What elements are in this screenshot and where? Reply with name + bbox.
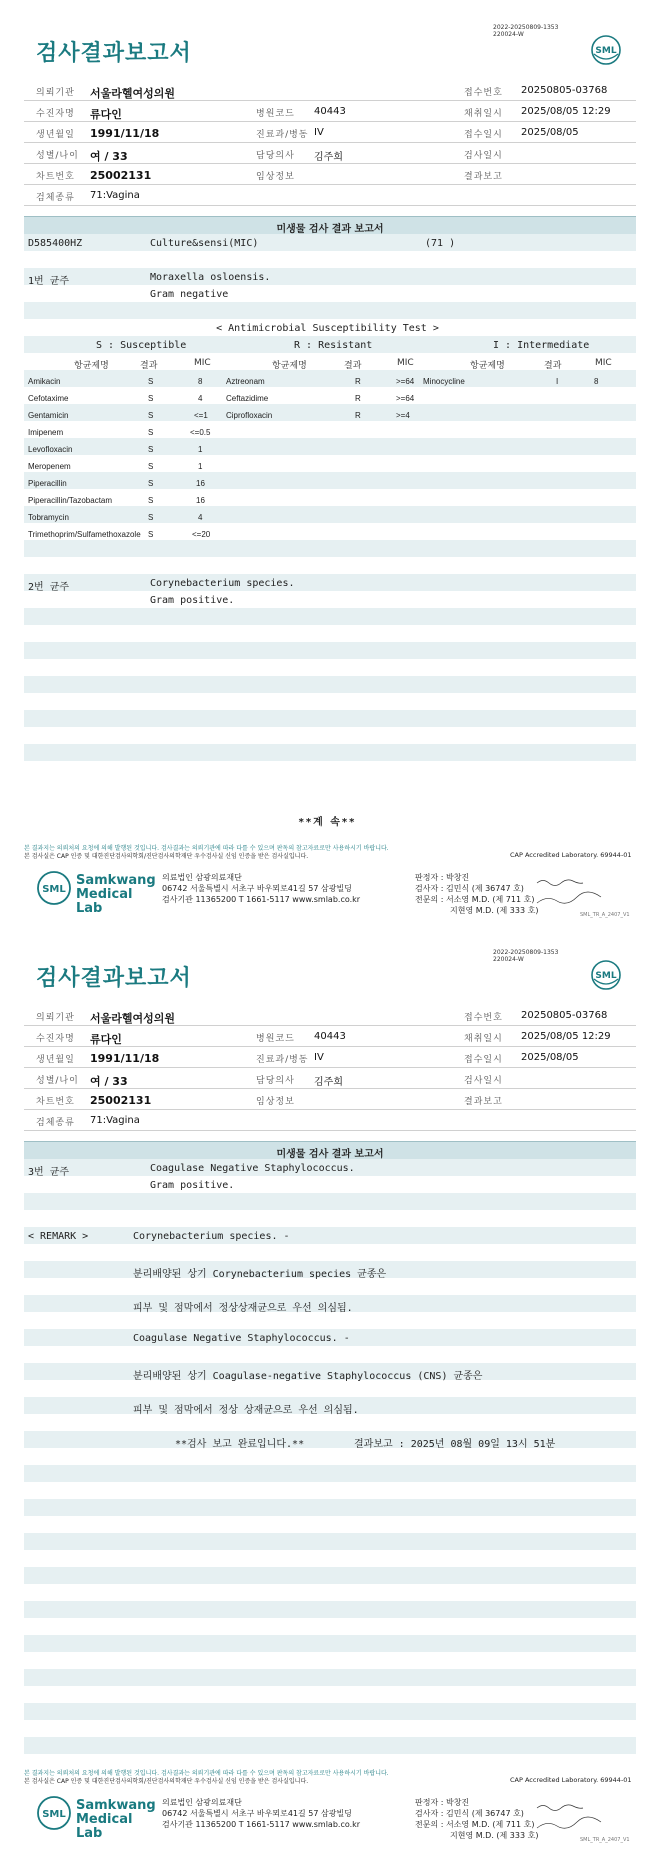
ast-drug: Levofloxacin bbox=[28, 445, 73, 454]
collect-label: 채취일시 bbox=[464, 109, 503, 119]
chart-label: 차트번호 bbox=[36, 1097, 75, 1107]
doc-no-line-1: 2022-20250809-1353 bbox=[493, 949, 559, 956]
ast-result: I bbox=[556, 377, 559, 386]
info-row bbox=[24, 1068, 636, 1089]
company-name-line-1: Samkwang bbox=[76, 1798, 156, 1813]
ast-drug: Imipenem bbox=[28, 428, 64, 437]
ast-result: S bbox=[148, 411, 154, 420]
address-line: 검사기관 11365200 T 1661-5117 www.smlab.co.kr bbox=[162, 1820, 361, 1829]
address-line: 06742 서울특별시 서초구 바우뫼로41길 57 삼광빌딩 bbox=[162, 1809, 352, 1818]
address-line: 의료법인 삼광의료재단 bbox=[162, 873, 242, 882]
col-result-header: 결과 bbox=[344, 361, 362, 371]
ast-drug: Cefotaxime bbox=[28, 394, 69, 403]
ast-mic: >=4 bbox=[396, 411, 410, 420]
ast-result: S bbox=[148, 428, 154, 437]
samkwang-logo bbox=[36, 870, 156, 916]
specimen-label: 검체종류 bbox=[36, 193, 75, 203]
document-number bbox=[493, 949, 558, 963]
ast-result: R bbox=[355, 377, 361, 386]
receipt-no-value: 20250805-03768 bbox=[521, 1010, 608, 1021]
organism-3-gram: Gram positive. bbox=[150, 1180, 235, 1191]
sml-logo-icon bbox=[590, 959, 622, 991]
ast-drug: Ceftazidime bbox=[226, 394, 269, 403]
col-result-header: 결과 bbox=[140, 361, 158, 371]
sml-logo-text: SML bbox=[595, 46, 617, 56]
ast-legend-r: R : Resistant bbox=[294, 340, 373, 351]
ast-drug: Ciprofloxacin bbox=[226, 411, 273, 420]
organism-2-gram: Gram positive. bbox=[150, 595, 235, 606]
ast-mic: 4 bbox=[198, 394, 203, 403]
doc-no-line-1: 2022-20250809-1353 bbox=[493, 24, 559, 31]
ast-drug: Piperacillin/Tazobactam bbox=[28, 496, 113, 505]
continued-mark: **계 속** bbox=[298, 817, 357, 828]
remark-line: Corynebacterium species. - bbox=[133, 1231, 290, 1242]
ast-title: < Antimicrobial Susceptibility Test > bbox=[216, 323, 439, 334]
page-title: 검사결과보고서 bbox=[36, 41, 192, 66]
report-complete: **검사 보고 완료입니다.** bbox=[175, 1439, 305, 1450]
collect-value: 2025/08/05 12:29 bbox=[521, 1031, 611, 1042]
ast-mic: 16 bbox=[196, 479, 205, 488]
sexage-value: 여 / 33 bbox=[90, 1075, 128, 1088]
info-row bbox=[24, 1005, 636, 1026]
test-name: Culture&sensi(MIC) bbox=[150, 238, 259, 249]
organism-1-label: 1번 균주 bbox=[28, 276, 70, 287]
organism-3-label: 3번 균주 bbox=[28, 1167, 70, 1178]
ast-mic: <=1 bbox=[194, 411, 208, 420]
receive-value: 2025/08/05 bbox=[521, 1052, 579, 1063]
cap-accreditation: CAP Accredited Laboratory. 69944-01 bbox=[510, 851, 632, 859]
receive-value: 2025/08/05 bbox=[521, 127, 579, 138]
ast-drug: Piperacillin bbox=[28, 479, 67, 488]
test-date-label: 검사일시 bbox=[464, 1076, 503, 1086]
hospital-code-label: 병원코드 bbox=[256, 109, 295, 119]
company-name-line-2: Medical Lab bbox=[76, 887, 133, 916]
institution-value: 서울라헬여성의원 bbox=[90, 1012, 176, 1025]
footer-note-cert: 본 검사실은 CAP 인증 및 대한진단검사의학회/진단검사의학재단 우수검사실 신임 인증을 받은 검사실입니다. bbox=[24, 1778, 309, 1785]
remark-line: Coagulase Negative Staphylococcus. - bbox=[133, 1333, 350, 1344]
signatory-line: 지현영 M.D. (제 333 호) bbox=[450, 1831, 539, 1840]
dept-value: IV bbox=[314, 1052, 324, 1063]
info-row bbox=[24, 1047, 636, 1068]
ast-mic: 1 bbox=[198, 462, 203, 471]
ast-result: R bbox=[355, 394, 361, 403]
signatories bbox=[415, 1797, 538, 1841]
clinical-label: 임상정보 bbox=[256, 1097, 295, 1107]
ast-drug: Trimethoprim/Sulfamethoxazole bbox=[28, 530, 141, 539]
footer-note: 본 결과지는 의뢰처의 요청에 의해 발행된 것입니다. 검사결과는 의뢰기관에 따라 다를 수 있으며 판독의 참고자료로만 사용하시기 바랍니다. bbox=[24, 845, 389, 852]
info-row bbox=[24, 101, 636, 122]
receive-label: 접수일시 bbox=[464, 1055, 503, 1065]
test-date-label: 검사일시 bbox=[464, 151, 503, 161]
name-label: 수진자명 bbox=[36, 109, 75, 119]
ast-drug: Tobramycin bbox=[28, 513, 69, 522]
address-line: 06742 서울특별시 서초구 바우뫼로41길 57 삼광빌딩 bbox=[162, 884, 352, 893]
chart-value: 25002131 bbox=[90, 169, 152, 182]
ast-drug: Minocycline bbox=[423, 377, 465, 386]
ast-result: S bbox=[148, 462, 154, 471]
remark-label: < REMARK > bbox=[28, 1231, 89, 1242]
col-mic-header: MIC bbox=[397, 358, 414, 368]
col-mic-header: MIC bbox=[595, 358, 612, 368]
cap-accreditation: CAP Accredited Laboratory. 69944-01 bbox=[510, 1776, 632, 1784]
receipt-no-value: 20250805-03768 bbox=[521, 85, 608, 96]
dept-label: 진료과/병동 bbox=[256, 1055, 309, 1065]
collect-label: 채취일시 bbox=[464, 1034, 503, 1044]
sexage-value: 여 / 33 bbox=[90, 150, 128, 163]
company-name-line-1: Samkwang bbox=[76, 873, 156, 888]
hospital-code-value: 40443 bbox=[314, 106, 346, 117]
specimen-value: 71:Vagina bbox=[90, 190, 140, 201]
birth-value: 1991/11/18 bbox=[90, 127, 160, 140]
section-title: 미생물 검사 결과 보고서 bbox=[24, 1141, 636, 1159]
info-row bbox=[24, 185, 636, 206]
sml-logo-icon bbox=[36, 870, 72, 906]
name-value: 류다인 bbox=[90, 1033, 122, 1046]
sml-logo-icon bbox=[590, 34, 622, 66]
institution-label: 의뢰기관 bbox=[36, 1013, 75, 1023]
company-address bbox=[162, 872, 360, 905]
info-row bbox=[24, 1026, 636, 1047]
signatories bbox=[415, 872, 538, 916]
doctor-value: 김주희 bbox=[314, 152, 343, 163]
signature-scribble bbox=[535, 877, 605, 911]
signature-scribble bbox=[535, 1802, 605, 1836]
form-code: SML_TR_A_2407_V1 bbox=[580, 1837, 630, 1843]
page-title: 검사결과보고서 bbox=[36, 966, 192, 991]
collect-value: 2025/08/05 12:29 bbox=[521, 106, 611, 117]
organism-3-name: Coagulase Negative Staphylococcus. bbox=[150, 1163, 355, 1174]
ast-drug: Meropenem bbox=[28, 462, 71, 471]
ast-mic: 4 bbox=[198, 513, 203, 522]
col-drug-header: 항균제명 bbox=[74, 361, 109, 371]
sexage-label: 성별/나이 bbox=[36, 151, 79, 161]
ast-result: S bbox=[148, 496, 154, 505]
info-row bbox=[24, 80, 636, 101]
info-row bbox=[24, 143, 636, 164]
signatory-line: 검사자 : 김민식 (제 36747 호) bbox=[415, 1809, 524, 1818]
company-name bbox=[76, 874, 156, 916]
hospital-code-value: 40443 bbox=[314, 1031, 346, 1042]
result-label: 결과보고 bbox=[464, 172, 503, 182]
samkwang-logo bbox=[36, 1795, 156, 1841]
address-line: 의료법인 삼광의료재단 bbox=[162, 1798, 242, 1807]
ast-result: S bbox=[148, 377, 154, 386]
clinical-label: 임상정보 bbox=[256, 172, 295, 182]
ast-result: S bbox=[148, 394, 154, 403]
ast-mic: >=64 bbox=[396, 394, 415, 403]
signatory-line: 지현영 M.D. (제 333 호) bbox=[450, 906, 539, 915]
specimen-value: 71:Vagina bbox=[90, 1115, 140, 1126]
doctor-label: 담당의사 bbox=[256, 151, 295, 161]
info-row bbox=[24, 122, 636, 143]
receipt-no-label: 접수번호 bbox=[464, 1013, 503, 1023]
report-time: 결과보고 : 2025년 08월 09일 13시 51분 bbox=[354, 1439, 556, 1450]
ast-result: S bbox=[148, 530, 154, 539]
ast-mic: 8 bbox=[594, 377, 599, 386]
ast-mic: >=64 bbox=[396, 377, 415, 386]
ast-drug: Aztreonam bbox=[226, 377, 265, 386]
birth-label: 생년월일 bbox=[36, 130, 75, 140]
document-number bbox=[493, 24, 558, 38]
signatory-line: 검사자 : 김민식 (제 36747 호) bbox=[415, 884, 524, 893]
test-code: D585400HZ bbox=[28, 238, 83, 249]
row-stripes bbox=[24, 1159, 636, 1754]
name-label: 수진자명 bbox=[36, 1034, 75, 1044]
patient-info bbox=[24, 1005, 636, 1131]
ast-result: S bbox=[148, 479, 154, 488]
institution-label: 의뢰기관 bbox=[36, 88, 75, 98]
sml-logo-text: SML bbox=[42, 1809, 66, 1820]
organism-1-gram: Gram negative bbox=[150, 289, 229, 300]
ast-legend-i: I : Intermediate bbox=[493, 340, 590, 351]
remark-line: 분리배양된 상기 Corynebacterium species 균종은 bbox=[133, 1269, 387, 1280]
ast-mic: 8 bbox=[198, 377, 203, 386]
sml-logo-icon bbox=[36, 1795, 72, 1831]
ast-drug: Gentamicin bbox=[28, 411, 69, 420]
doc-no-line-2: 220024-W bbox=[493, 956, 524, 963]
info-row bbox=[24, 1110, 636, 1131]
ast-mic: 1 bbox=[198, 445, 203, 454]
signatory-line: 판정자 : 박창진 bbox=[415, 1798, 470, 1807]
doctor-value: 김주희 bbox=[314, 1077, 343, 1088]
col-drug-header: 항균제명 bbox=[470, 361, 505, 371]
dept-value: IV bbox=[314, 127, 324, 138]
result-label: 결과보고 bbox=[464, 1097, 503, 1107]
institution-value: 서울라헬여성의원 bbox=[90, 87, 176, 100]
col-drug-header: 항균제명 bbox=[272, 361, 307, 371]
sml-logo-text: SML bbox=[42, 884, 66, 895]
ast-legend-s: S : Susceptible bbox=[96, 340, 187, 351]
row-stripes bbox=[24, 234, 636, 761]
ast-result: S bbox=[148, 513, 154, 522]
organism-1-name: Moraxella osloensis. bbox=[150, 272, 271, 283]
patient-info bbox=[24, 80, 636, 206]
remark-line: 피부 및 점막에서 정상 상재균으로 우선 의심됨. bbox=[133, 1405, 359, 1416]
ast-mic: <=20 bbox=[192, 530, 211, 539]
ast-mic: 16 bbox=[196, 496, 205, 505]
address-line: 검사기관 11365200 T 1661-5117 www.smlab.co.kr bbox=[162, 895, 361, 904]
test-number: (71 ) bbox=[425, 238, 456, 249]
col-result-header: 결과 bbox=[544, 361, 562, 371]
remark-line: 분리배양된 상기 Coagulase-negative Staphylococcus (CNS) 균종은 bbox=[133, 1371, 483, 1382]
signatory-line: 전문의 : 서소영 M.D. (제 711 호) bbox=[415, 1820, 535, 1829]
birth-value: 1991/11/18 bbox=[90, 1052, 160, 1065]
receive-label: 접수일시 bbox=[464, 130, 503, 140]
footer-note: 본 결과지는 의뢰처의 요청에 의해 발행된 것입니다. 검사결과는 의뢰기관에 따라 다를 수 있으며 판독의 참고자료로만 사용하시기 바랍니다. bbox=[24, 1770, 389, 1777]
info-row bbox=[24, 1089, 636, 1110]
info-row bbox=[24, 164, 636, 185]
remark-line: 피부 및 점막에서 정상상재균으로 우선 의심됨. bbox=[133, 1303, 353, 1314]
signatory-line: 판정자 : 박창진 bbox=[415, 873, 470, 882]
ast-result: R bbox=[355, 411, 361, 420]
organism-2-name: Corynebacterium species. bbox=[150, 578, 295, 589]
chart-label: 차트번호 bbox=[36, 172, 75, 182]
footer-note-cert: 본 검사실은 CAP 인증 및 대한진단검사의학회/진단검사의학재단 우수검사실 신임 인증을 받은 검사실입니다. bbox=[24, 853, 309, 860]
chart-value: 25002131 bbox=[90, 1094, 152, 1107]
company-name-line-2: Medical Lab bbox=[76, 1812, 133, 1841]
doc-no-line-2: 220024-W bbox=[493, 31, 524, 38]
birth-label: 생년월일 bbox=[36, 1055, 75, 1065]
company-address bbox=[162, 1797, 360, 1830]
name-value: 류다인 bbox=[90, 108, 122, 121]
organism-2-label: 2번 균주 bbox=[28, 582, 70, 593]
ast-mic: <=0.5 bbox=[190, 428, 211, 437]
ast-result: S bbox=[148, 445, 154, 454]
company-name bbox=[76, 1799, 156, 1841]
ast-drug: Amikacin bbox=[28, 377, 61, 386]
doctor-label: 담당의사 bbox=[256, 1076, 295, 1086]
receipt-no-label: 접수번호 bbox=[464, 88, 503, 98]
sml-logo-text: SML bbox=[595, 971, 617, 981]
section-title: 미생물 검사 결과 보고서 bbox=[24, 216, 636, 234]
col-mic-header: MIC bbox=[194, 358, 211, 368]
specimen-label: 검체종류 bbox=[36, 1118, 75, 1128]
signatory-line: 전문의 : 서소영 M.D. (제 711 호) bbox=[415, 895, 535, 904]
report-page-2 bbox=[0, 925, 655, 1850]
dept-label: 진료과/병동 bbox=[256, 130, 309, 140]
form-code: SML_TR_A_2407_V1 bbox=[580, 912, 630, 918]
hospital-code-label: 병원코드 bbox=[256, 1034, 295, 1044]
sexage-label: 성별/나이 bbox=[36, 1076, 79, 1086]
